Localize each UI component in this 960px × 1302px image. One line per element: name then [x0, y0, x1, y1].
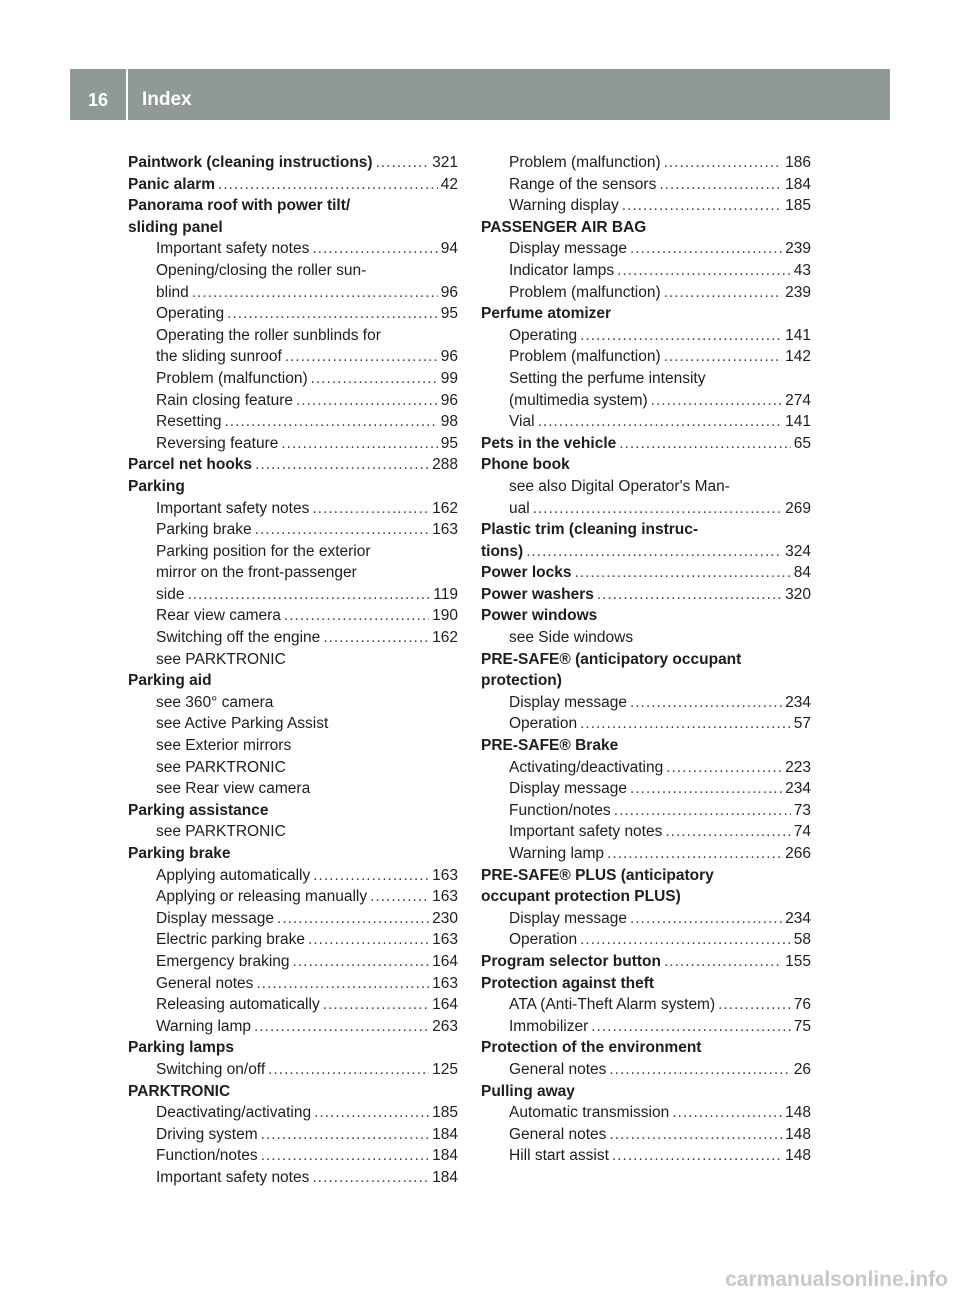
index-entry-text: Function/notes — [509, 801, 611, 819]
page-reference: 274 — [785, 391, 811, 409]
index-subentry: see Exterior mirrors — [156, 737, 292, 755]
dot-leader — [313, 865, 429, 887]
index-heading: sliding panel — [128, 218, 223, 236]
index-entry-text: Applying automatically — [156, 866, 311, 884]
index-subentry — [128, 1124, 458, 1146]
dot-leader — [293, 951, 430, 973]
page-reference: 288 — [432, 456, 458, 474]
index-heading — [481, 433, 811, 455]
page-reference: 94 — [440, 240, 458, 258]
index-heading: Phone book — [481, 456, 570, 474]
index-entry-text: Switching off the engine — [156, 629, 321, 647]
dot-leader — [630, 908, 782, 930]
dot-leader — [533, 498, 782, 520]
page-reference: 185 — [785, 197, 811, 215]
page-reference: 125 — [432, 1060, 458, 1078]
page-reference: 43 — [793, 261, 811, 279]
dot-leader — [664, 152, 783, 174]
index-heading: PRE-SAFE® PLUS (anticipatory — [481, 866, 714, 884]
index-entry-text: Emergency braking — [156, 952, 290, 970]
index-heading: Protection of the environment — [481, 1039, 702, 1057]
dot-leader — [268, 1059, 429, 1081]
index-heading: Power windows — [481, 607, 598, 625]
index-heading: occupant protection PLUS) — [481, 888, 681, 906]
index-entry-text: Problem (malfunction) — [156, 369, 308, 387]
index-entry-text: Operating — [156, 305, 225, 323]
index-entry-text: General notes — [509, 1060, 607, 1078]
watermark: carmanualsonline.info — [725, 1268, 948, 1291]
dot-leader — [597, 584, 782, 606]
index-subentry: see 360° camera — [156, 693, 274, 711]
index-subentry: see PARKTRONIC — [156, 823, 286, 841]
index-entry-text: Releasing automatically — [156, 996, 320, 1014]
index-entry-text: Pets in the vehicle — [481, 434, 617, 452]
index-entry-text: Electric parking brake — [156, 931, 306, 949]
index-subentry — [481, 260, 811, 282]
dot-leader — [312, 498, 429, 520]
dot-leader — [609, 1059, 790, 1081]
index-entry-text: Resetting — [156, 413, 222, 431]
index-subentry — [481, 843, 811, 865]
index-entry-text: Problem (malfunction) — [509, 348, 661, 366]
index-subentry: see also Digital Operator's Man- — [509, 477, 730, 495]
page-reference: 65 — [793, 434, 811, 452]
index-entry-text: Problem (malfunction) — [509, 154, 661, 171]
page-reference: 269 — [785, 499, 811, 517]
dot-leader — [187, 584, 430, 606]
page-reference: 73 — [793, 801, 811, 819]
dot-leader — [526, 541, 782, 563]
page-reference: 119 — [433, 585, 458, 603]
index-entry-text: Power washers — [481, 585, 594, 603]
index-entry-text: Operation — [509, 931, 578, 949]
index-entry-text: Rain closing feature — [156, 391, 293, 409]
index-heading: Pulling away — [481, 1082, 575, 1100]
index-heading: Plastic trim (cleaning instruc- — [481, 521, 699, 539]
index-subentry — [481, 238, 811, 260]
index-entry-text: Display message — [509, 909, 628, 927]
index-subentry — [481, 152, 811, 174]
dot-leader — [580, 713, 791, 735]
index-subentry — [481, 994, 811, 1016]
dot-leader — [630, 692, 782, 714]
dot-leader — [580, 325, 782, 347]
index-subentry — [128, 973, 458, 995]
page-reference: 95 — [440, 305, 458, 323]
page-header — [70, 69, 890, 120]
dot-leader — [255, 454, 429, 476]
page-reference: 99 — [440, 369, 458, 387]
index-subentry — [481, 1059, 811, 1081]
page-number: 16 — [87, 90, 109, 110]
index-entry-text: Paintwork (cleaning instructions) — [128, 154, 373, 171]
index-subentry: see PARKTRONIC — [156, 758, 286, 776]
page-reference: 76 — [793, 996, 811, 1014]
index-subentry: see Active Parking Assist — [156, 715, 329, 733]
index-subentry — [128, 368, 458, 390]
index-entry-text: ATA (Anti-Theft Alarm system) — [509, 996, 716, 1014]
index-subentry — [128, 519, 458, 541]
page-reference: 263 — [432, 1017, 458, 1035]
index-heading — [481, 951, 811, 973]
index-heading: Perfume atomizer — [481, 305, 612, 323]
index-heading — [481, 562, 811, 584]
page-reference: 320 — [785, 585, 811, 603]
index-entry-text: Warning lamp — [509, 845, 605, 862]
dot-leader — [619, 433, 791, 455]
dot-leader — [218, 174, 438, 196]
index-heading — [128, 152, 458, 174]
index-subentry — [481, 1124, 811, 1146]
page-reference: 42 — [440, 175, 458, 193]
dot-leader — [311, 368, 438, 390]
index-entry-text: Vial — [509, 413, 535, 431]
index-entry-text: Important safety notes — [509, 823, 663, 841]
index-entry-text: blind — [156, 283, 189, 301]
index-column-left — [128, 152, 458, 1189]
page-reference: 148 — [785, 1104, 811, 1122]
header-divider — [126, 69, 128, 120]
index-subentry — [481, 821, 811, 843]
page-reference: 239 — [785, 283, 811, 301]
page-reference: 141 — [785, 326, 811, 344]
index-heading: PARKTRONIC — [128, 1082, 231, 1100]
dot-leader — [312, 238, 437, 260]
index-entry-text: Problem (malfunction) — [509, 283, 661, 301]
index-subentry: Parking position for the exterior — [156, 542, 371, 560]
page-reference: 239 — [785, 240, 811, 258]
index-heading — [481, 541, 811, 563]
index-entry-text: Indicator lamps — [509, 261, 615, 279]
page-reference: 142 — [785, 348, 811, 366]
dot-leader — [630, 778, 782, 800]
page-reference: 321 — [432, 154, 458, 171]
index-subentry: Opening/closing the roller sun- — [156, 261, 367, 279]
index-entry-text: Reversing feature — [156, 434, 279, 452]
page-reference: 96 — [440, 348, 458, 366]
page-reference: 186 — [785, 154, 811, 171]
dot-leader — [614, 800, 791, 822]
index-heading: Parking aid — [128, 672, 212, 690]
page-reference: 141 — [785, 413, 811, 431]
page-reference: 184 — [432, 1147, 458, 1165]
page-reference: 95 — [440, 434, 458, 452]
index-subentry — [481, 325, 811, 347]
index-subentry — [481, 908, 811, 930]
page-reference: 163 — [432, 888, 458, 906]
index-entry-text: tions) — [481, 542, 524, 560]
page-reference: 234 — [785, 780, 811, 798]
index-subentry — [481, 195, 811, 217]
index-subentry — [481, 282, 811, 304]
index-subentry — [128, 886, 458, 908]
index-subentry — [481, 411, 811, 433]
index-subentry — [128, 238, 458, 260]
dot-leader — [370, 886, 429, 908]
page-reference: 163 — [432, 521, 458, 539]
index-entry-text: Automatic transmission — [509, 1104, 670, 1122]
index-subentry — [128, 929, 458, 951]
dot-leader — [612, 1145, 782, 1167]
dot-leader — [622, 195, 782, 217]
index-entry-text: Function/notes — [156, 1147, 258, 1165]
index-entry-text: Range of the sensors — [509, 175, 657, 193]
dot-leader — [538, 411, 783, 433]
index-subentry: Operating the roller sunblinds for — [156, 326, 381, 344]
index-subentry — [128, 390, 458, 412]
index-heading: PRE-SAFE® Brake — [481, 737, 619, 755]
index-entry-text: Immobilizer — [509, 1017, 589, 1035]
dot-leader — [312, 1167, 429, 1189]
page-reference: 74 — [793, 823, 811, 841]
page-reference: 190 — [432, 607, 458, 625]
index-entry-text: Important safety notes — [156, 499, 310, 517]
index-subentry — [128, 282, 458, 304]
index-heading: PRE-SAFE® (anticipatory occupant — [481, 650, 742, 668]
page-reference: 58 — [793, 931, 811, 949]
index-entry-text: Display message — [156, 909, 275, 927]
dot-leader — [261, 1124, 429, 1146]
dot-leader — [591, 1016, 791, 1038]
index-entry-text: Rear view camera — [156, 607, 281, 625]
index-subentry — [128, 865, 458, 887]
dot-leader — [574, 562, 790, 584]
page-reference: 163 — [432, 931, 458, 949]
dot-leader — [308, 929, 429, 951]
dot-leader — [607, 843, 782, 865]
page-reference: 162 — [432, 499, 458, 517]
index-entry-text: Panic alarm — [128, 175, 216, 193]
page-reference: 57 — [793, 715, 811, 733]
dot-leader — [376, 152, 430, 174]
index-subentry — [128, 908, 458, 930]
dot-leader — [664, 282, 783, 304]
index-subentry — [481, 390, 811, 412]
page-reference: 162 — [432, 629, 458, 647]
index-subentry — [481, 498, 811, 520]
page-reference: 164 — [432, 952, 458, 970]
index-subentry — [128, 1102, 458, 1124]
dot-leader — [261, 1145, 429, 1167]
index-entry-text: Display message — [509, 240, 628, 258]
dot-leader — [256, 973, 429, 995]
page-reference: 163 — [432, 866, 458, 884]
index-heading: Parking — [128, 477, 185, 495]
index-heading: Parking assistance — [128, 801, 269, 819]
index-entry-text: Warning display — [509, 197, 619, 215]
page-reference: 164 — [432, 996, 458, 1014]
index-heading — [128, 174, 458, 196]
index-entry-text: General notes — [156, 974, 254, 992]
index-subentry: mirror on the front-passenger — [156, 564, 357, 582]
page-reference: 184 — [432, 1125, 458, 1143]
index-entry-text: ual — [509, 499, 530, 517]
index-subentry — [481, 800, 811, 822]
page-reference: 148 — [785, 1147, 811, 1165]
index-subentry — [128, 605, 458, 627]
index-entry-text: Important safety notes — [156, 240, 310, 258]
dot-leader — [284, 605, 429, 627]
dot-leader — [630, 238, 782, 260]
dot-leader — [323, 994, 429, 1016]
dot-leader — [192, 282, 438, 304]
index-entry-text: Display message — [509, 780, 628, 798]
index-entry-text: Operation — [509, 715, 578, 733]
index-subentry: see Rear view camera — [156, 780, 311, 798]
index-heading: protection) — [481, 672, 562, 690]
index-entry-text: Driving system — [156, 1125, 258, 1143]
page-reference: 148 — [785, 1125, 811, 1143]
index-entry-text: General notes — [509, 1125, 607, 1143]
dot-leader — [323, 627, 429, 649]
dot-leader — [651, 390, 782, 412]
index-heading: Parking lamps — [128, 1039, 234, 1057]
index-entry-text: Parcel net hooks — [128, 456, 253, 474]
dot-leader — [664, 346, 783, 368]
page-reference: 163 — [432, 974, 458, 992]
page-reference: 75 — [793, 1017, 811, 1035]
index-entry-text: Power locks — [481, 564, 572, 582]
index-subentry — [128, 627, 458, 649]
dot-leader — [314, 1102, 429, 1124]
index-subentry — [481, 1102, 811, 1124]
index-entry-text: side — [156, 585, 185, 603]
index-subentry — [128, 1059, 458, 1081]
index-entry-text: Operating — [509, 326, 578, 344]
dot-leader — [296, 390, 438, 412]
index-entry-text: Display message — [509, 693, 628, 711]
index-entry-text: Hill start assist — [509, 1147, 609, 1165]
dot-leader — [227, 303, 438, 325]
dot-leader — [281, 433, 437, 455]
index-heading: Panorama roof with power tilt/ — [128, 197, 351, 215]
page-reference: 184 — [785, 175, 811, 193]
dot-leader — [255, 519, 429, 541]
index-subentry — [128, 346, 458, 368]
index-subentry — [481, 778, 811, 800]
index-subentry — [128, 994, 458, 1016]
index-subentry — [128, 303, 458, 325]
page-reference: 96 — [440, 283, 458, 301]
index-subentry — [481, 1016, 811, 1038]
dot-leader — [718, 994, 791, 1016]
page-reference: 98 — [440, 413, 458, 431]
index-entry-text: Important safety notes — [156, 1168, 310, 1186]
dot-leader — [664, 951, 782, 973]
dot-leader — [285, 346, 438, 368]
index-subentry: see Side windows — [509, 629, 634, 647]
index-subentry — [128, 1145, 458, 1167]
dot-leader — [254, 1016, 429, 1038]
index-subentry — [481, 929, 811, 951]
index-subentry — [481, 692, 811, 714]
index-subentry: Setting the perfume intensity — [509, 369, 706, 387]
dot-leader — [659, 174, 782, 196]
index-entry-text: (multimedia system) — [509, 391, 648, 409]
index-subentry — [128, 433, 458, 455]
index-entry-text: Activating/deactivating — [509, 758, 664, 776]
index-subentry — [128, 411, 458, 433]
index-entry-text: the sliding sunroof — [156, 348, 282, 366]
page-reference: 84 — [793, 564, 811, 582]
index-subentry — [128, 498, 458, 520]
page-reference: 266 — [785, 845, 811, 862]
index-subentry — [128, 1016, 458, 1038]
page-reference: 234 — [785, 693, 811, 711]
dot-leader — [672, 1102, 782, 1124]
index-subentry — [481, 713, 811, 735]
dot-leader — [609, 1124, 782, 1146]
index-column-right — [481, 152, 811, 1167]
index-subentry — [481, 174, 811, 196]
page-reference: 185 — [432, 1104, 458, 1122]
index-heading: PASSENGER AIR BAG — [481, 218, 647, 236]
page-reference: 184 — [432, 1168, 458, 1186]
index-subentry — [481, 346, 811, 368]
dot-leader — [224, 411, 437, 433]
index-subentry — [128, 951, 458, 973]
section-title: Index — [142, 89, 192, 110]
page-reference: 324 — [785, 542, 811, 560]
page-reference: 223 — [785, 758, 811, 776]
dot-leader — [580, 929, 791, 951]
index-entry-text: Applying or releasing manually — [156, 888, 368, 906]
dot-leader — [665, 821, 790, 843]
index-subentry: see PARKTRONIC — [156, 650, 286, 668]
index-subentry — [128, 1167, 458, 1189]
index-heading — [128, 454, 458, 476]
index-heading: Protection against theft — [481, 974, 655, 992]
index-subentry — [481, 1145, 811, 1167]
index-entry-text: Program selector button — [481, 952, 661, 970]
index-entry-text: Parking brake — [156, 521, 252, 539]
index-entry-text: Warning lamp — [156, 1017, 252, 1035]
page-reference: 230 — [432, 909, 458, 927]
page-reference: 155 — [785, 952, 811, 970]
index-entry-text: Switching on/off — [156, 1060, 266, 1078]
index-heading: Parking brake — [128, 845, 231, 862]
page-reference: 234 — [785, 909, 811, 927]
page-reference: 26 — [793, 1060, 811, 1078]
index-heading — [481, 584, 811, 606]
dot-leader — [666, 757, 782, 779]
index-subentry — [481, 757, 811, 779]
page-reference: 96 — [440, 391, 458, 409]
index-subentry — [128, 584, 458, 606]
index-entry-text: Deactivating/activating — [156, 1104, 312, 1122]
dot-leader — [617, 260, 791, 282]
dot-leader — [277, 908, 429, 930]
